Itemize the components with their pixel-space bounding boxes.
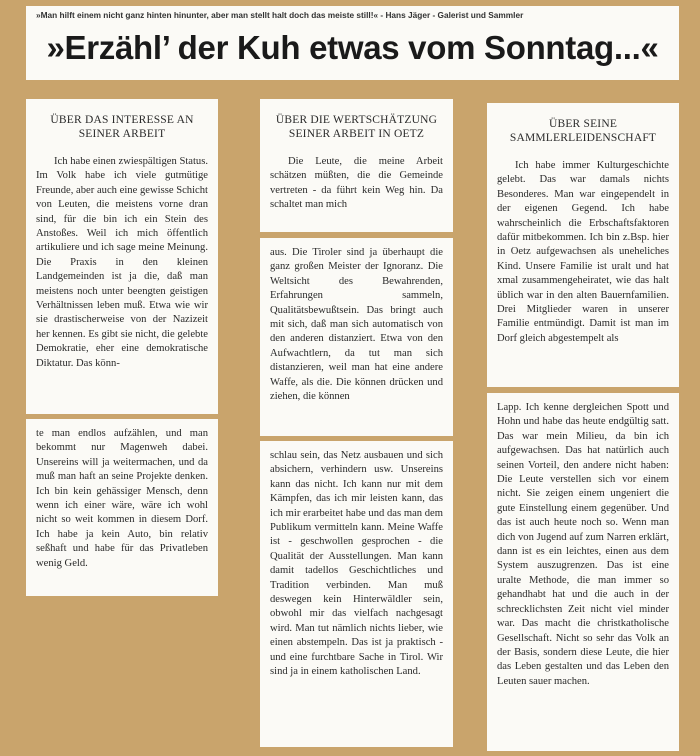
col1-panel-top <box>26 99 218 414</box>
header-quote: »Man hilft einem nicht ganz hinten hinunter, aber man stellt halt doch das meiste still!« - Hans Jäger - Galerist und Sammler <box>36 10 524 20</box>
article-header <box>26 6 679 80</box>
col2-text-2: aus. Die Tiroler sind ja überhaupt die ganz großen Meister der Ignoranz. Die Weltsicht des Bewahrenden, Erfahrungen sammeln, Qualitätsbewußtsein. Das bringt auch mit sich, daß man sich automatisch von den anderen distanziert. Etwa von den Aufwachtlern, da tut man sich distanzieren, weil man hat eine andere Waffe, als die. Die können drücken und ziehen, die können <box>270 247 443 403</box>
col2-text-3: schlau sein, das Netz ausbauen und sich absichern, verhindern usw. Unsereins kann das nicht. Ich kann nur mit dem Kämpfen, das ich mir leisten kann, das ich mir erarbeitet habe und das man dem Publikum vermitteln kann. Meine Waffe ist - geschwollen gesprochen - die Qualität der Ausstellungen. Man kann damit tadellos Geschichtliches und Tradition verbinden. Man muß deswegen kein Hinterwäldler sein, obwohl mir das vielfach nachgesagt wird. Man tut nämlich nichts lieber, wie einen abstempeln. Das ist ja praktisch - und eine furchtbare Sache in Tirol. Wir sind ja in einem katholischen Land. <box>270 450 443 678</box>
col3-text-2: Lapp. Ich kenne dergleichen Spott und Hohn und habe das heute endgültig satt. Das war mein Milieu, da bin ich aufgewachsen. Das hat natürlich auch seinen Vorteil, den andere nicht haben: Die Leute verstellen sich vor einem nicht. Sie zeigen einem ungeniert die gute Einstellung einem gegenüber. Und das ist auch heute noch so. Wenn man dich von Jugend auf zum Narren erklärt, dann ist es ein leichtes, einen aus dem System auszugrenzen. Das ist eine uralte Methode, die man immer so gehandhabt hat und die auch in der schrecklichsten Zeit nicht viel minder war. Das macht die christkatholische Gesellschaft. Nicht so sehr das Volk an der Basis, sondern diese Leute, die hier das Leben gestalten und das Leben den Leuten sauer machen. <box>497 402 669 687</box>
headline: »Erzähl’ der Kuh etwas vom Sonntag...« <box>46 29 659 66</box>
col3-panel-bottom <box>487 393 679 751</box>
col1-heading: ÜBER DAS INTERESSE AN SEINER ARBEIT <box>50 114 194 140</box>
col1-text-1: Ich habe einen zwiespältigen Status. Im Volk habe ich viele gutmütige Freunde, aber auch eine gewisse Schicht von Leuten, die meistens vorne dran sind, für die bin ich ein Stein des Anstoßes. Weil ich mich öffentlich artikuliere und ich sage meine Meinung. Die Praxis in den kleinen Landgemeinden ist ja die, daß man meistens noch unter beengten geistigen Verhältnissen leben muß. Etwa wie wir sie drastischerweise von der Nazizeit her kennen. Es gibt sie nicht, die gelebte Demokratie, eher eine demokratische Diktatur. Das könn- <box>36 156 208 369</box>
col2-panel-bottom <box>260 441 453 747</box>
col2-panel-top <box>260 99 453 232</box>
col1-text-2: te man endlos aufzählen, und man bekommt nur Magenweh dabei. Unsereins will ja weitermachen, und da muß man haft an seine Projekte denken. Ich bin kein gehässiger Mensch, denn wenn ich einer wäre, wäre ich wohl nicht so weit kommen in diesem Dorf. Ich habe ja kein Auto, bin relativ seßhaft und habe für das Privatleben wenig Geld. <box>36 428 208 569</box>
col2-heading: ÜBER DIE WERTSCHÄTZUNG SEINER ARBEIT IN OETZ <box>275 114 438 140</box>
col3-panel-top <box>487 103 679 387</box>
col3-heading: ÜBER SEINE SAMMLERLEIDENSCHAFT <box>509 118 657 144</box>
col1-panel-bottom <box>26 419 218 596</box>
col3-text-1: Ich habe immer Kulturgeschichte gelebt. Das war damals nichts Besonderes. Man war eingependelt in der eigenen Gegend. Ich habe wahrscheinlich die Erbschaftsfaktoren dafür mitbekommen. Ich bin z.Bsp. hier in Oetz aufgewachsen als uneheliches Kind. Unsere Familie ist uralt und hat xmal zusammengeheiratet, wie das halt üblich war in den alten Bauernfamilien. Drei Mitglieder waren in unserer Familie entmündigt. Damit ist man im Dorf gleich abgestempelt als <box>497 160 669 344</box>
col2-panel-middle <box>260 238 453 436</box>
col2-text-1: Die Leute, die meine Arbeit schätzen müßten, die die Gemeinde vertreten - da führt kein Weg hin. Da schaltet man mich <box>270 156 443 211</box>
